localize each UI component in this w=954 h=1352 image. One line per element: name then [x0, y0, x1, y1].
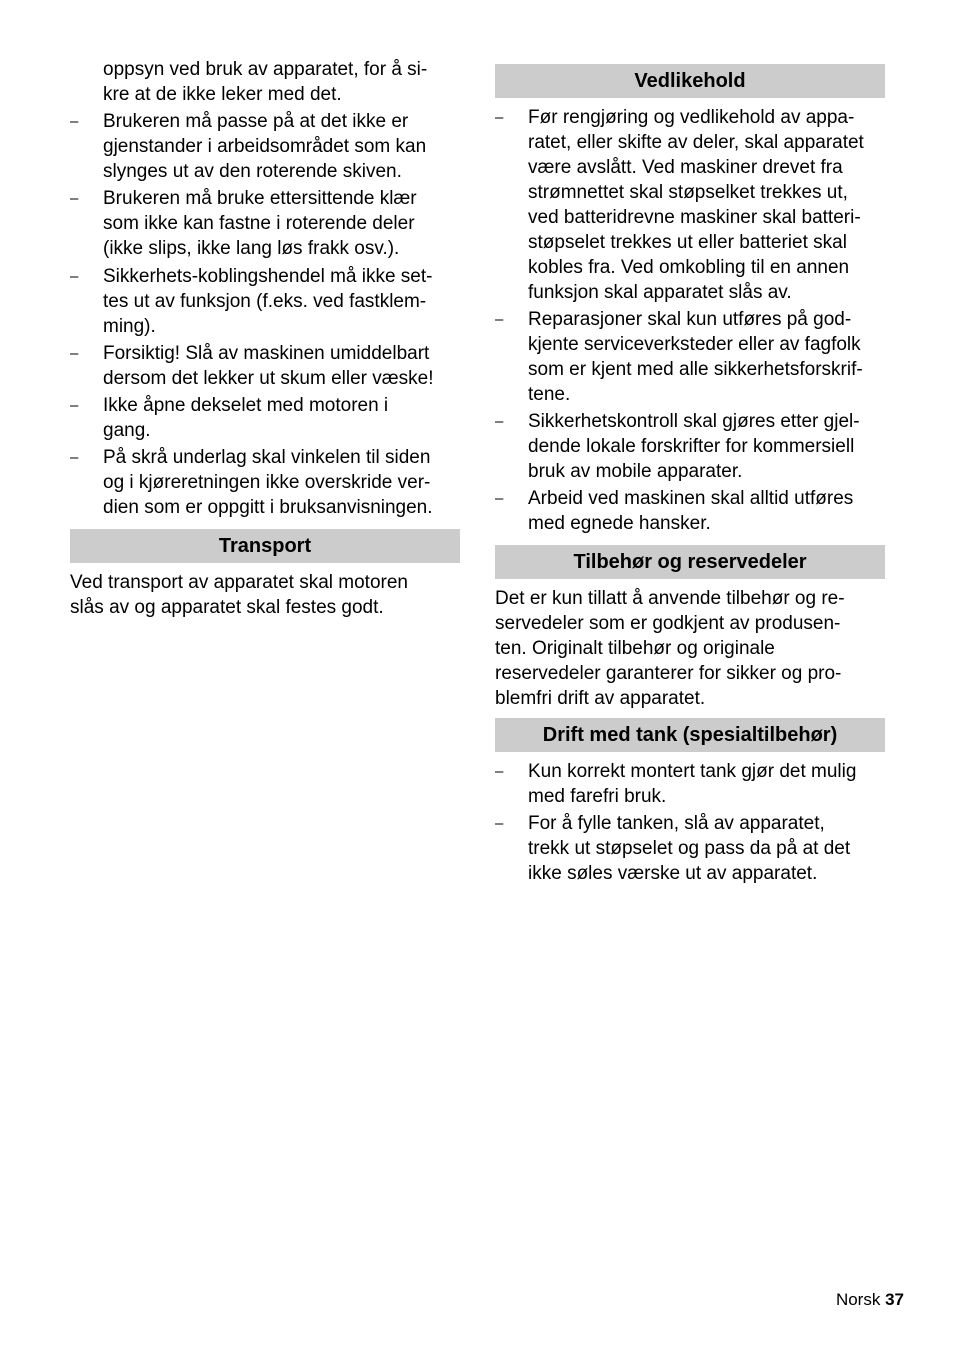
bullet-dash: – [70, 397, 79, 414]
text-line: ten. Originalt tilbehør og originale [495, 638, 775, 659]
text-line: Ved transport av apparatet skal motoren [70, 572, 408, 593]
text-line: gang. [103, 420, 151, 441]
footer-language: Norsk [835, 1290, 881, 1309]
text-line: ratet, eller skifte av deler, skal apparatet [528, 132, 864, 153]
text-line: ikke søles værske ut av apparatet. [528, 863, 818, 884]
bullet-dash: – [495, 311, 504, 328]
bullet-dash: – [495, 109, 504, 126]
text-line: Brukeren må passe på at det ikke er [103, 111, 409, 132]
text-line: Reparasjoner skal kun utføres på god- [528, 309, 852, 330]
text-line: bruk av mobile apparater. [528, 461, 743, 482]
text-line: dende lokale forskrifter for kommersiell [528, 436, 855, 457]
text-line: slynges ut av den roterende skiven. [103, 161, 402, 182]
section-heading-drift: Drift med tank (spesialtilbehør) [495, 718, 885, 752]
text-line: gjenstander i arbeidsområdet som kan [103, 136, 427, 157]
text-line: Brukeren må bruke ettersittende klær [103, 188, 417, 209]
text-line: være avslått. Ved maskiner drevet fra [528, 157, 843, 178]
text-line: og i kjøreretningen ikke overskride ver- [103, 472, 431, 493]
text-line: som ikke kan fastne i roterende deler [103, 213, 415, 234]
text-line: slås av og apparatet skal festes godt. [70, 597, 384, 618]
bullet-dash: – [70, 268, 79, 285]
text-line: ming). [103, 316, 156, 337]
text-line: ved batteridrevne maskiner skal batteri- [528, 207, 861, 228]
text-line: Før rengjøring og vedlikehold av appa- [528, 107, 855, 128]
page-footer [820, 1288, 904, 1312]
text-line: tene. [528, 384, 571, 405]
section-heading-vedlikehold: Vedlikehold [495, 64, 885, 98]
text-line: reservedeler garanterer for sikker og pro- [495, 663, 842, 684]
bullet-dash: – [495, 815, 504, 832]
text-line: kjente serviceverksteder eller av fagfolk [528, 334, 861, 355]
bullet-dash: – [70, 345, 79, 362]
bullet-dash: – [70, 190, 79, 207]
bullet-dash: – [495, 413, 504, 430]
text-line: For å fylle tanken, slå av apparatet, [528, 813, 825, 834]
text-line: oppsyn ved bruk av apparatet, for å si- [103, 59, 428, 80]
text-line: Sikkerhets-koblingshendel må ikke set- [103, 266, 433, 287]
section-heading-transport: Transport [70, 529, 460, 563]
text-line: På skrå underlag skal vinkelen til siden [103, 447, 431, 468]
text-line: Det er kun tillatt å anvende tilbehør og re- [495, 588, 845, 609]
text-line: kre at de ikke leker med det. [103, 84, 342, 105]
text-line: Ikke åpne dekselet med motoren i [103, 395, 389, 416]
text-line: dien som er oppgitt i bruksanvisningen. [103, 497, 433, 518]
section-heading-tilbehor: Tilbehør og reservedeler [495, 545, 885, 579]
text-line: tes ut av funksjon (f.eks. ved fastklem- [103, 291, 427, 312]
text-line: Arbeid ved maskinen skal alltid utføres [528, 488, 854, 509]
text-line: (ikke slips, ikke lang løs frakk osv.). [103, 238, 400, 259]
bullet-dash: – [495, 490, 504, 507]
text-line: strømnettet skal støpselket trekkes ut, [528, 182, 848, 203]
page-number: 37 [885, 1290, 904, 1309]
bullet-dash: – [70, 113, 79, 130]
text-line: trekk ut støpselet og pass da på at det [528, 838, 851, 859]
text-line: støpselet trekkes ut eller batteriet skal [528, 232, 847, 253]
text-line: funksjon skal apparatet slås av. [528, 282, 792, 303]
text-line: som er kjent med alle sikkerhetsforskrif- [528, 359, 863, 380]
text-line: blemfri drift av apparatet. [495, 688, 706, 709]
text-line: Kun korrekt montert tank gjør det mulig [528, 761, 857, 782]
text-line: Sikkerhetskontroll skal gjøres etter gjel- [528, 411, 860, 432]
bullet-dash: – [495, 763, 504, 780]
text-line: kobles fra. Ved omkobling til en annen [528, 257, 850, 278]
text-line: Forsiktig! Slå av maskinen umiddelbart [103, 343, 430, 364]
text-line: servedeler som er godkjent av produsen- [495, 613, 841, 634]
text-line: dersom det lekker ut skum eller væske! [103, 368, 434, 389]
text-line: med egnede hansker. [528, 513, 711, 534]
bullet-dash: – [70, 449, 79, 466]
text-line: med farefri bruk. [528, 786, 667, 807]
